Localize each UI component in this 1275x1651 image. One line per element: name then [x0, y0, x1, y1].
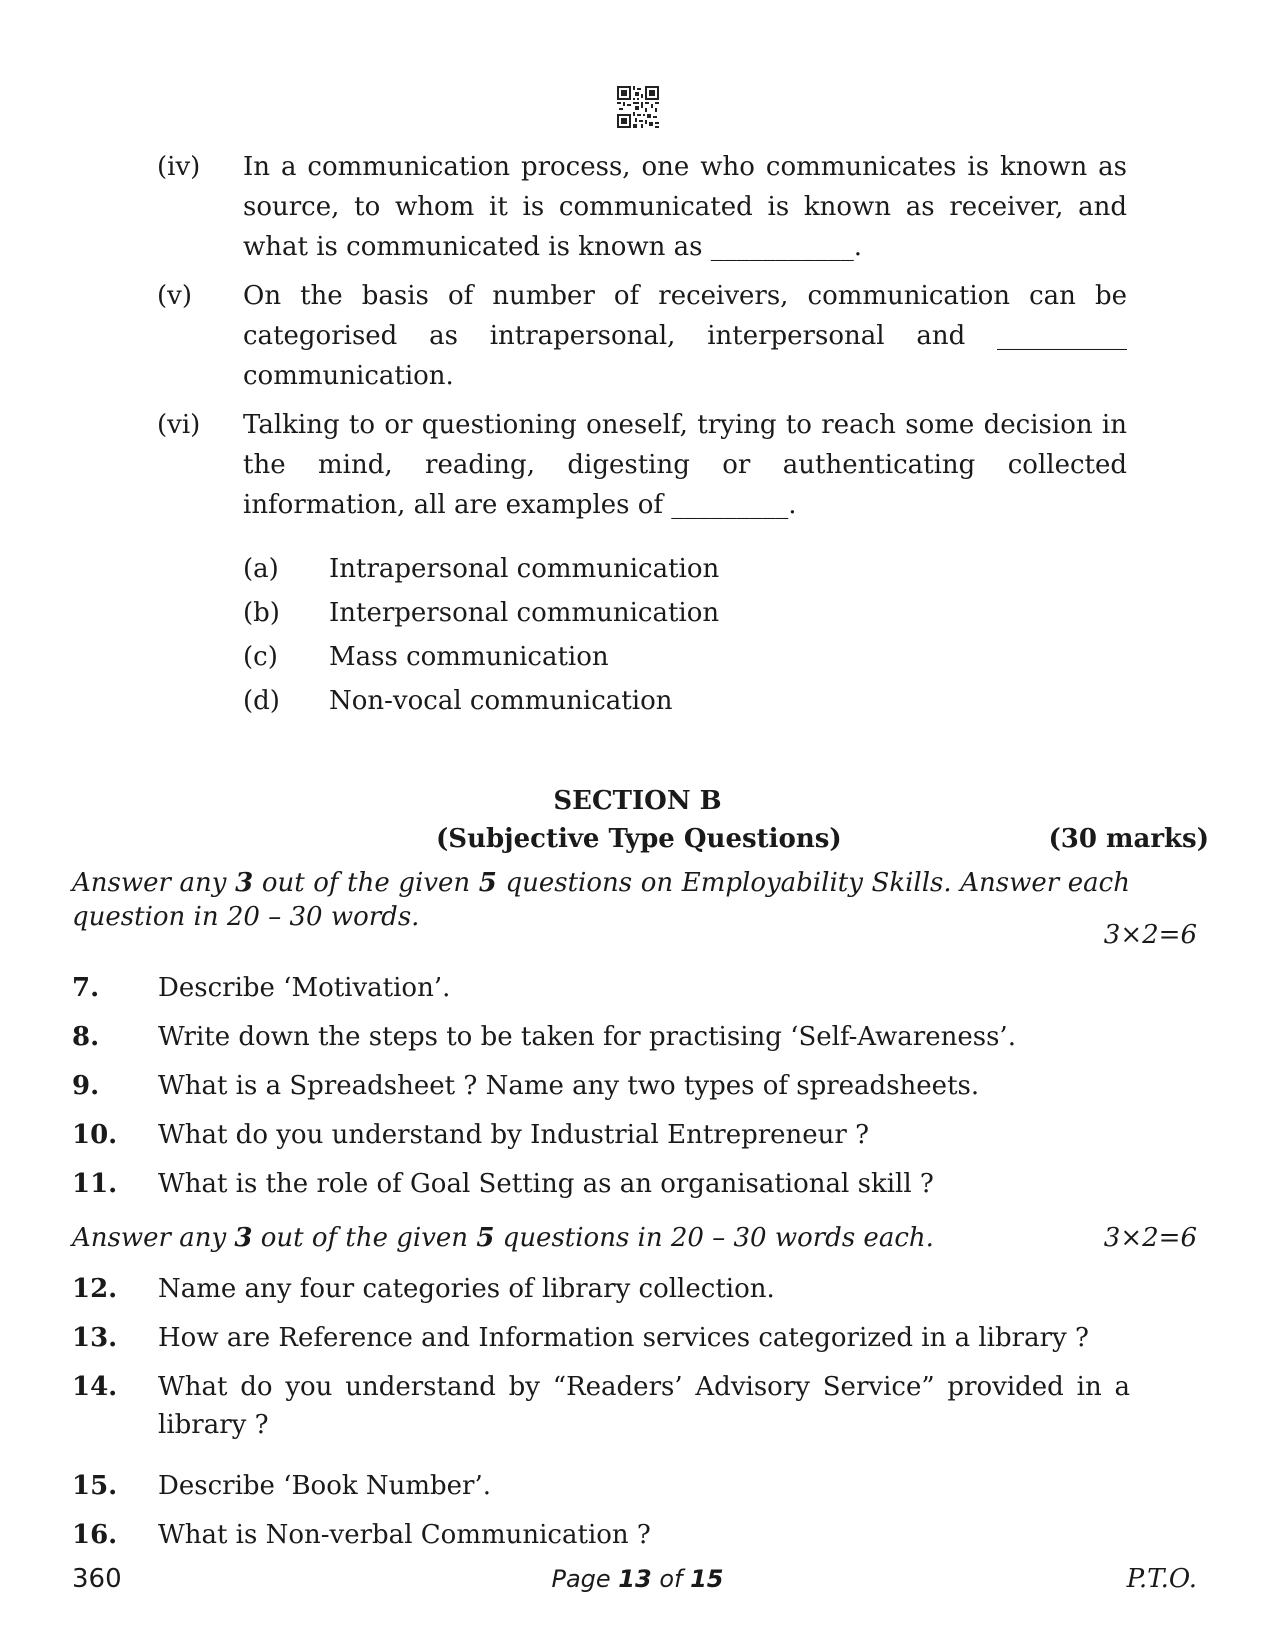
question-11 [72, 1165, 1130, 1203]
question-number: 7. [72, 973, 100, 1003]
question-text: What is Non-verbal Communication ? [158, 1520, 651, 1550]
question-text: Write down the steps to be taken for practising ‘Self-Awareness’. [158, 1022, 1016, 1052]
option-letter: (b) [243, 598, 280, 628]
question-number: 14. [72, 1372, 118, 1402]
question-text: Name any four categories of library collection. [158, 1274, 775, 1304]
marks-allocation: 3×2=6 [1103, 1223, 1197, 1253]
instruction-count: 5 [478, 868, 497, 898]
question-8 [72, 1018, 1130, 1056]
page-number [0, 1562, 1275, 1596]
question-text: How are Reference and Information services categorized in a library ? [158, 1323, 1089, 1353]
instruction-count: 3 [234, 1223, 253, 1253]
option-letter: (d) [243, 686, 280, 716]
question-14 [72, 1368, 1130, 1444]
option-text: Non-vocal communication [329, 686, 673, 716]
instruction-text: questions on Employability Skills. Answer each question in 20 – 30 words. [72, 868, 1130, 932]
question-7 [72, 969, 1130, 1007]
current-page: 13 [618, 1565, 652, 1593]
question-13 [72, 1319, 1130, 1357]
option-text: Interpersonal communication [329, 598, 720, 628]
question-iv [157, 147, 1127, 267]
instruction-text: questions in 20 – 30 words each. [494, 1223, 934, 1253]
question-number: 16. [72, 1520, 118, 1550]
question-text: In a communication process, one who communicates is known as source, to whom it is communicated is known as receiver, and what is communicated is known as ___________. [243, 152, 1127, 262]
section-marks: (30 marks) [1048, 824, 1209, 854]
question-number: (iv) [157, 152, 201, 182]
instruction-text: out of the given [253, 868, 479, 898]
question-text: On the basis of number of receivers, communication can be categorised as intrapersonal, interpersonal and __________ communication. [243, 281, 1127, 391]
option-b [243, 596, 719, 630]
option-c [243, 640, 609, 674]
question-12 [72, 1270, 1130, 1308]
instruction-text: out of the given [252, 1223, 477, 1253]
question-text: Describe ‘Motivation’. [158, 973, 451, 1003]
question-number: 9. [72, 1071, 100, 1101]
page-label: Page [551, 1565, 619, 1593]
question-15 [72, 1467, 1130, 1505]
question-text: Talking to or questioning oneself, trying to reach some decision in the mind, reading, digesting or authenticating collected information, all are examples of _________. [243, 410, 1127, 520]
question-9 [72, 1067, 1130, 1105]
qr-code [617, 86, 659, 128]
question-text: What do you understand by “Readers’ Advisory Service” provided in a library ? [158, 1372, 1130, 1440]
option-text: Intrapersonal communication [329, 554, 720, 584]
question-vi [157, 405, 1127, 525]
question-text: Describe ‘Book Number’. [158, 1471, 492, 1501]
section-subtitle: (Subjective Type Questions) [436, 824, 842, 854]
option-a [243, 552, 719, 586]
paper-code: 360 [72, 1564, 122, 1594]
section-title: SECTION B [553, 786, 722, 816]
question-10 [72, 1116, 1130, 1154]
page-label: of [651, 1565, 691, 1593]
question-number: 8. [72, 1022, 100, 1052]
option-letter: (c) [243, 642, 278, 672]
total-pages: 15 [690, 1565, 724, 1593]
marks-allocation: 3×2=6 [1103, 920, 1197, 950]
question-number: 15. [72, 1471, 118, 1501]
question-number: 13. [72, 1323, 118, 1353]
question-number: (vi) [157, 410, 201, 440]
instruction-text: Answer any [72, 1223, 235, 1253]
pto-label: P.T.O. [1126, 1564, 1197, 1594]
instruction-text: Answer any [72, 868, 236, 898]
question-number: 12. [72, 1274, 118, 1304]
question-number: 10. [72, 1120, 118, 1150]
question-v [157, 276, 1127, 396]
question-number: (v) [157, 281, 192, 311]
instruction-library [72, 1221, 934, 1255]
question-16 [72, 1516, 1130, 1554]
instruction-employability [72, 866, 1130, 934]
question-number: 11. [72, 1169, 118, 1199]
option-letter: (a) [243, 554, 279, 584]
option-text: Mass communication [329, 642, 609, 672]
question-text: What do you understand by Industrial Entrepreneur ? [158, 1120, 870, 1150]
question-text: What is a Spreadsheet ? Name any two types of spreadsheets. [158, 1071, 980, 1101]
question-text: What is the role of Goal Setting as an organisational skill ? [158, 1169, 934, 1199]
instruction-count: 3 [235, 868, 254, 898]
instruction-count: 5 [476, 1223, 495, 1253]
option-d [243, 684, 672, 718]
